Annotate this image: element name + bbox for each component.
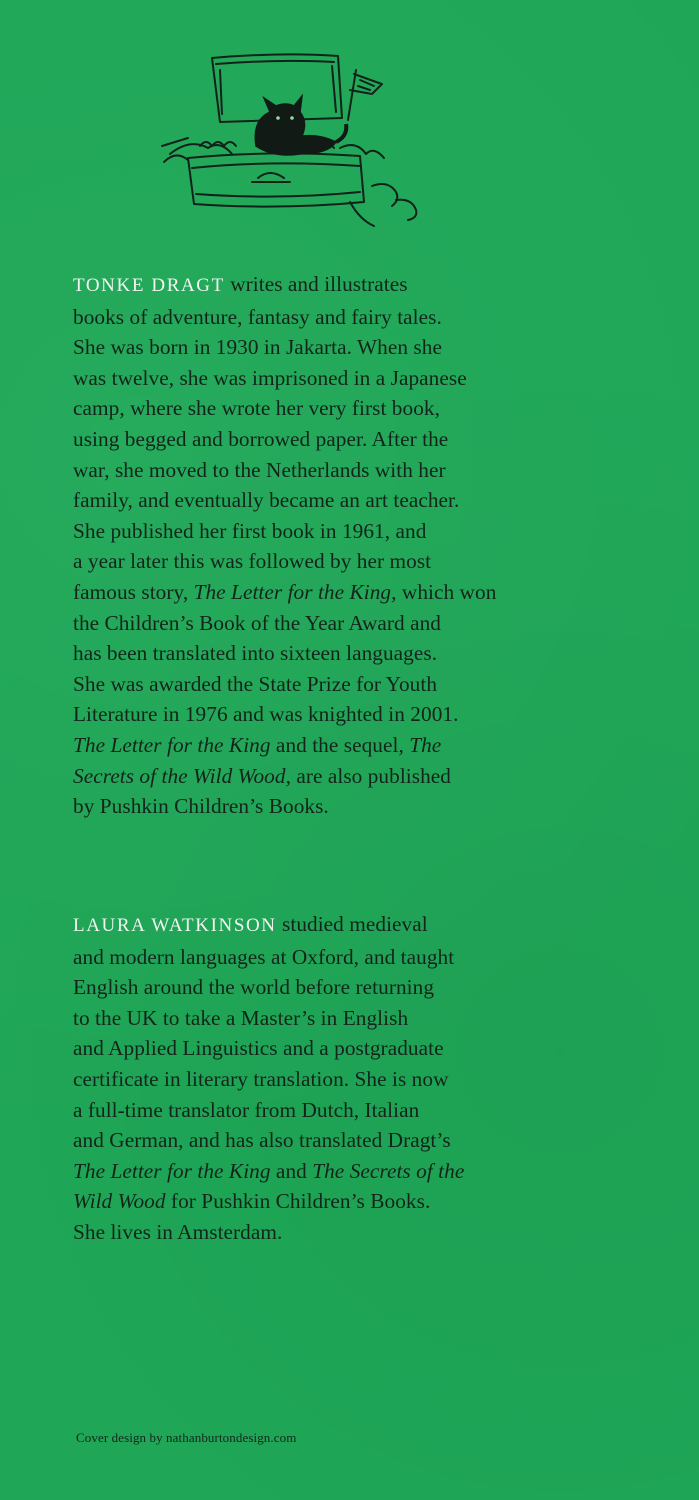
book-title: The Secrets of the [312, 1158, 465, 1183]
bio-line: books of adventure, fantasy and fairy tales. [73, 304, 442, 329]
bio-line: She lives in Amsterdam. [73, 1219, 283, 1244]
translator-name: LAURA WATKINSON [73, 915, 277, 936]
bio-line: and modern languages at Oxford, and taught [73, 944, 455, 969]
book-title: The [409, 732, 442, 757]
bio-line: to the UK to take a Master’s in English [73, 1005, 409, 1030]
bio-line: and Applied Linguistics and a postgraduate [73, 1036, 444, 1061]
bio-line: The Letter for the King and the sequel, The [73, 732, 442, 757]
bio-line: She published her first book in 1961, and [73, 518, 427, 543]
bio-line: Wild Wood for Pushkin Children’s Books. [73, 1189, 431, 1214]
bio-line: She was born in 1930 in Jakarta. When she [73, 335, 442, 360]
bio-line: using begged and borrowed paper. After the [73, 426, 449, 451]
bio-line: certificate in literary translation. She is now [73, 1066, 449, 1091]
book-title: The Letter for the King, [193, 579, 397, 604]
bio-line: Secrets of the Wild Wood, are also published [73, 763, 451, 788]
book-title: Wild Wood [73, 1189, 166, 1214]
bio-line: famous story, The Letter for the King, which won [73, 579, 497, 604]
bio-line: family, and eventually became an art teacher. [73, 488, 460, 513]
bio-line: a full-time translator from Dutch, Italian [73, 1097, 420, 1122]
book-title: Secrets of the Wild Wood, [73, 763, 291, 788]
suitcase-with-cat-illustration [160, 50, 430, 230]
bio-line: and German, and has also translated Dragt’s [73, 1128, 451, 1153]
bio-line: TONKE DRAGT writes and illustrates [73, 272, 408, 296]
bio-line: by Pushkin Children’s Books. [73, 794, 329, 819]
bio-line: The Letter for the King and The Secrets of the [73, 1158, 465, 1183]
bio-line: has been translated into sixteen languages. [73, 641, 438, 666]
author-bio [73, 269, 653, 822]
cover-design-credit: Cover design by nathanburtondesign.com [76, 1430, 297, 1445]
bio-line: She was awarded the State Prize for Youth [73, 671, 438, 696]
bio-line: LAURA WATKINSON studied medieval [73, 912, 428, 936]
author-name: TONKE DRAGT [73, 275, 225, 296]
bio-line: the Children’s Book of the Year Award and [73, 610, 442, 635]
book-title: The Letter for the King [73, 732, 271, 757]
bio-line: Literature in 1976 and was knighted in 2001. [73, 702, 459, 727]
bio-line: a year later this was followed by her most [73, 549, 432, 574]
bio-line: war, she moved to the Netherlands with her [73, 457, 446, 482]
bio-line: English around the world before returning [73, 975, 435, 1000]
bio-line: camp, where she wrote her very first book, [73, 396, 440, 421]
translator-bio [73, 909, 653, 1248]
book-title: The Letter for the King [73, 1158, 271, 1183]
bio-line: was twelve, she was imprisoned in a Japanese [73, 365, 467, 390]
